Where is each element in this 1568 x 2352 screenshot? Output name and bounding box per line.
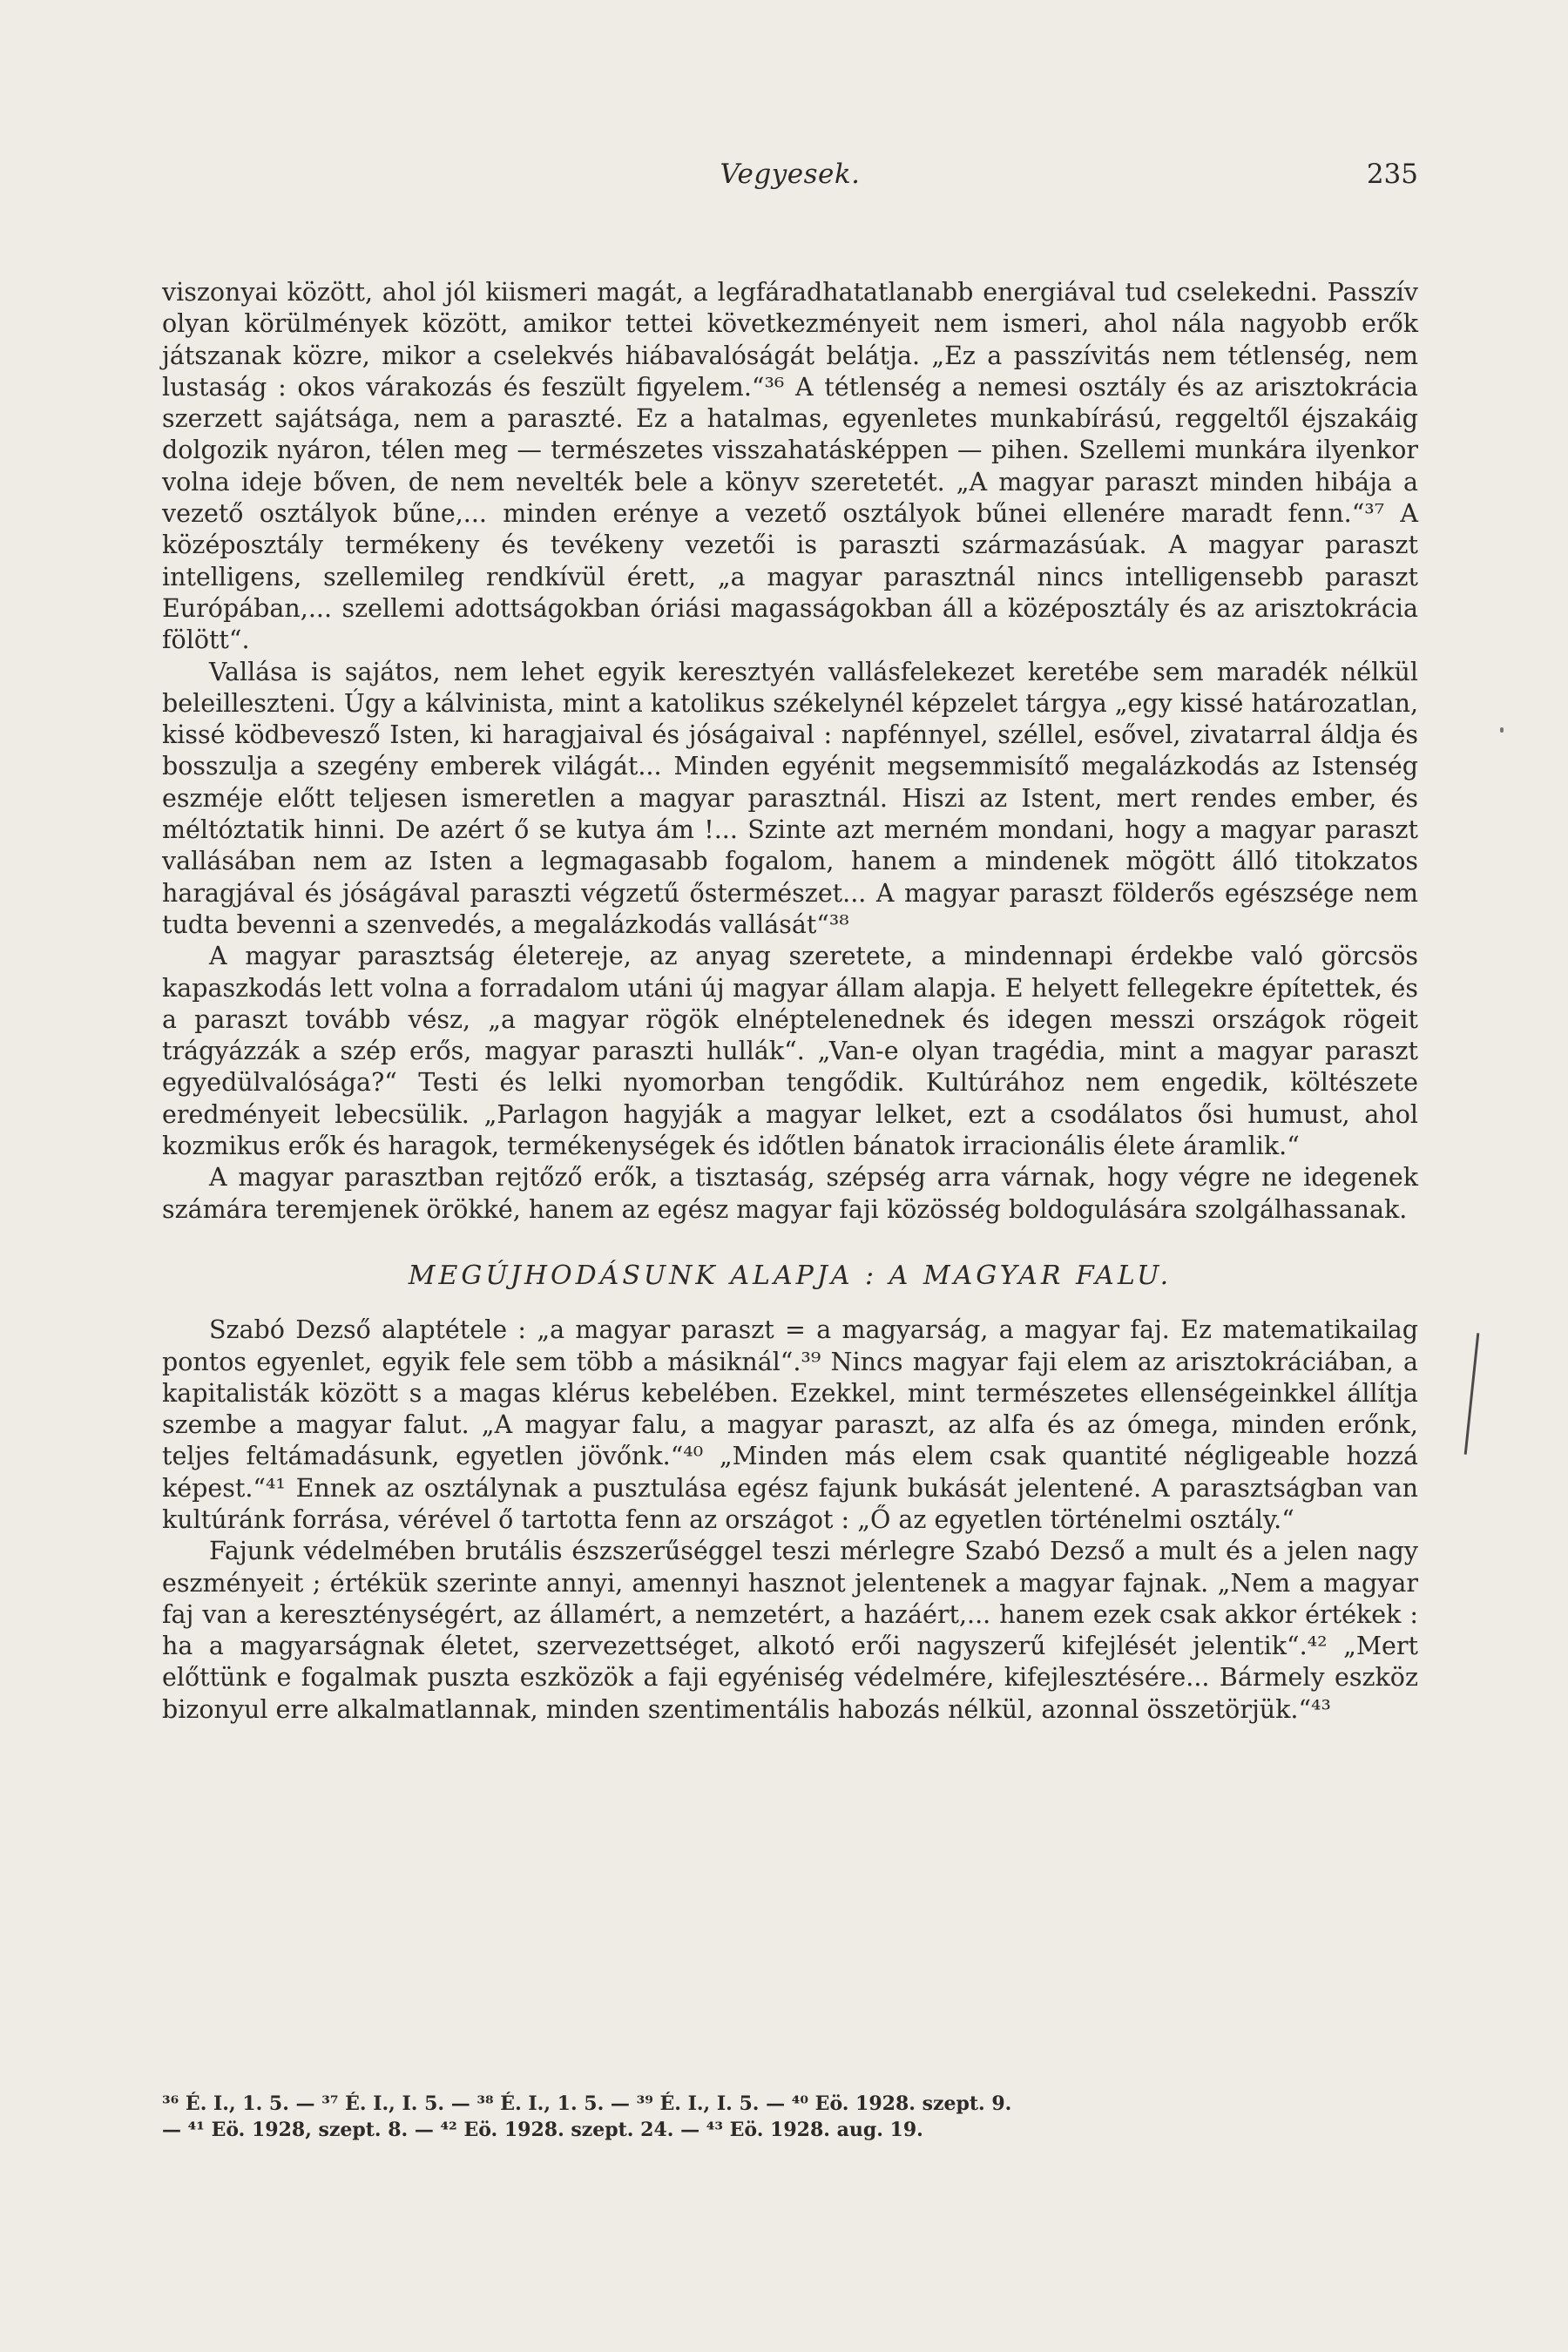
footnote-line-1: ³⁶ É. I., 1. 5. — ³⁷ É. I., I. 5. — ³⁸ É. I., 1. 5. — ³⁹ É. I., I. 5. — ⁴⁰ Eö. 1928. szept. 9. bbox=[162, 2092, 1012, 2115]
paragraph-3: A magyar parasztság életereje, az anyag szeretete, a mindennapi érdekbe való görcsös kapaszkodás lett volna a forradalom utáni új magyar állam alapja. E helyett fellegekre építettek, és a paraszt tovább vész, „a magyar rögök elnéptelenednek és idegen messzi országok rögeit trágyázzák a szép erős, magyar paraszti hullák“. „Van-e olyan tragédia, mint a magyar paraszt egyedülvalósága?“ Testi és lelki nyomorban tengődik. Kultúrához nem engedik, költészete eredményeit lebecsülik. „Parlagon hagyják a magyar lelket, ezt a csodálatos ősi humust, ahol kozmikus erők és haragok, termékenységek és időtlen bánatok irracionális élete áramlik.“ bbox=[162, 942, 1418, 1161]
margin-pencil-mark bbox=[1464, 1333, 1480, 1455]
footnote-line-2: — ⁴¹ Eö. 1928, szept. 8. — ⁴² Eö. 1928. szept. 24. — ⁴³ Eö. 1928. aug. 19. bbox=[162, 2119, 923, 2141]
paragraph-4: A magyar parasztban rejtőző erők, a tisztaság, szépség arra várnak, hogy végre ne idegenek számára teremjenek örökké, hanem az egész magyar faji közösség boldogulására szolgálhassanak. bbox=[162, 1163, 1418, 1224]
page-header bbox=[162, 159, 1418, 202]
section-heading: MEGÚJHODÁSUNK ALAPJA : A MAGYAR FALU. bbox=[408, 1260, 1173, 1291]
running-title: Vegyesek. bbox=[720, 159, 861, 190]
footnotes bbox=[162, 2091, 1418, 2143]
paragraph-5: Szabó Dezső alaptétele : „a magyar paraszt = a magyarság, a magyar faj. Ez matematikailag pontos egyenlet, egyik fele sem több a másiknál“.³⁹ Nincs magyar faji elem az arisztokráciában, a kapitalisták között s a magas klérus kebelében. Ezekkel, mint természetes ellenségeinkkel állítja szembe a magyar falut. „A magyar falu, a magyar paraszt, az alfa és az ómega, minden erőnk, teljes feltámadásunk, egyetlen jövőnk.“⁴⁰ „Minden más elem csak quantité négligeable hozzá képest.“⁴¹ Ennek az osztálynak a pusztulása egész fajunk bukását jelentené. A parasztságban van kultúránk forrása, vérével ő tartotta fenn az országot : „Ő az egyetlen történelmi osztály.“ bbox=[162, 1315, 1418, 1534]
paragraph-2: Vallása is sajátos, nem lehet egyik keresztyén vallásfelekezet keretébe sem maradék nélkül beleilleszteni. Úgy a kálvinista, mint a katolikus székelynél képzelet tárgya „egy kissé határozatlan, kissé ködbevesző Isten, ki haragjaival és jóságaival : napfénnyel, széllel, esővel, zivatarral áldja és bosszulja a szegény emberek világát... Minden egyénit megsemmisítő megalázkodás az Istenség eszméje előtt teljesen ismeretlen a magyar parasztnál. Hiszi az Istent, mert rendes ember, és méltóztatik hinni. De azért ő se kutya ám !... Szinte azt merném mondani, hogy a magyar paraszt vallásában nem az Isten a legmagasabb fogalom, hanem a mindenek mögött álló titokzatos haragjával és jóságával paraszti végzetű őstermészet... A magyar paraszt földerős egészsége nem tudta bevenni a szenvedés, a megalázkodás vallását“³⁸ bbox=[162, 657, 1418, 939]
margin-dot-mark bbox=[1500, 727, 1504, 733]
page-number: 235 bbox=[1366, 159, 1418, 190]
paragraph-1: viszonyai között, ahol jól kiismeri magát, a legfáradhatatlanabb energiával tud cselekedni. Passzív olyan körülmények között, amikor tettei következményeit nem ismeri, ahol nála nagyobb erők játszanak közre, mikor a cselekvés hiábavalóságát belátja. „Ez a passzívitás nem tétlenség, nem lustaság : okos várakozás és feszült figyelem.“³⁶ A tétlenség a nemesi osztály és az arisztokrácia szerzett sajátsága, nem a paraszté. Ez a hatalmas, egyenletes munkabírású, reggeltől éjszakáig dolgozik nyáron, télen meg — természetes visszahatásképpen — pihen. Szellemi munkára ilyenkor volna ideje bőven, de nem nevelték bele a könyv szeretetét. „A magyar paraszt minden hibája a vezető osztályok bűne,... minden erénye a vezető osztályok bűnei ellenére maradt fenn.“³⁷ A középosztály termékeny és tevékeny vezetői is paraszti származásúak. A magyar paraszt intelligens, szellemileg rendkívül érett, „a magyar parasztnál nincs intelligensebb paraszt Európában,... szellemi adottságokban óriási magasságokban áll a középosztály és az arisztokrácia fölött“. bbox=[162, 278, 1418, 655]
main-text bbox=[162, 277, 1418, 1726]
paragraph-6: Fajunk védelmében brutális észszerűséggel teszi mérlegre Szabó Dezső a mult és a jelen nagy eszményeit ; értékük szerinte annyi, amennyi hasznot jelentenek a magyar fajnak. „Nem a magyar faj van a kereszténységért, az államért, a nemzetért, a hazáért,... hanem ezek csak akkor értékek : ha a magyarságnak életet, szervezettséget, alkotó erői nagyszerű kifejlését jelentik“.⁴² „Mert előttünk e fogalmak puszta eszközök a faji egyéniség védelmére, kifejlesztésére... Bármely eszköz bizonyul erre alkalmatlannak, minden szentimentális habozás nélkül, azonnal összetörjük.“⁴³ bbox=[162, 1537, 1418, 1724]
